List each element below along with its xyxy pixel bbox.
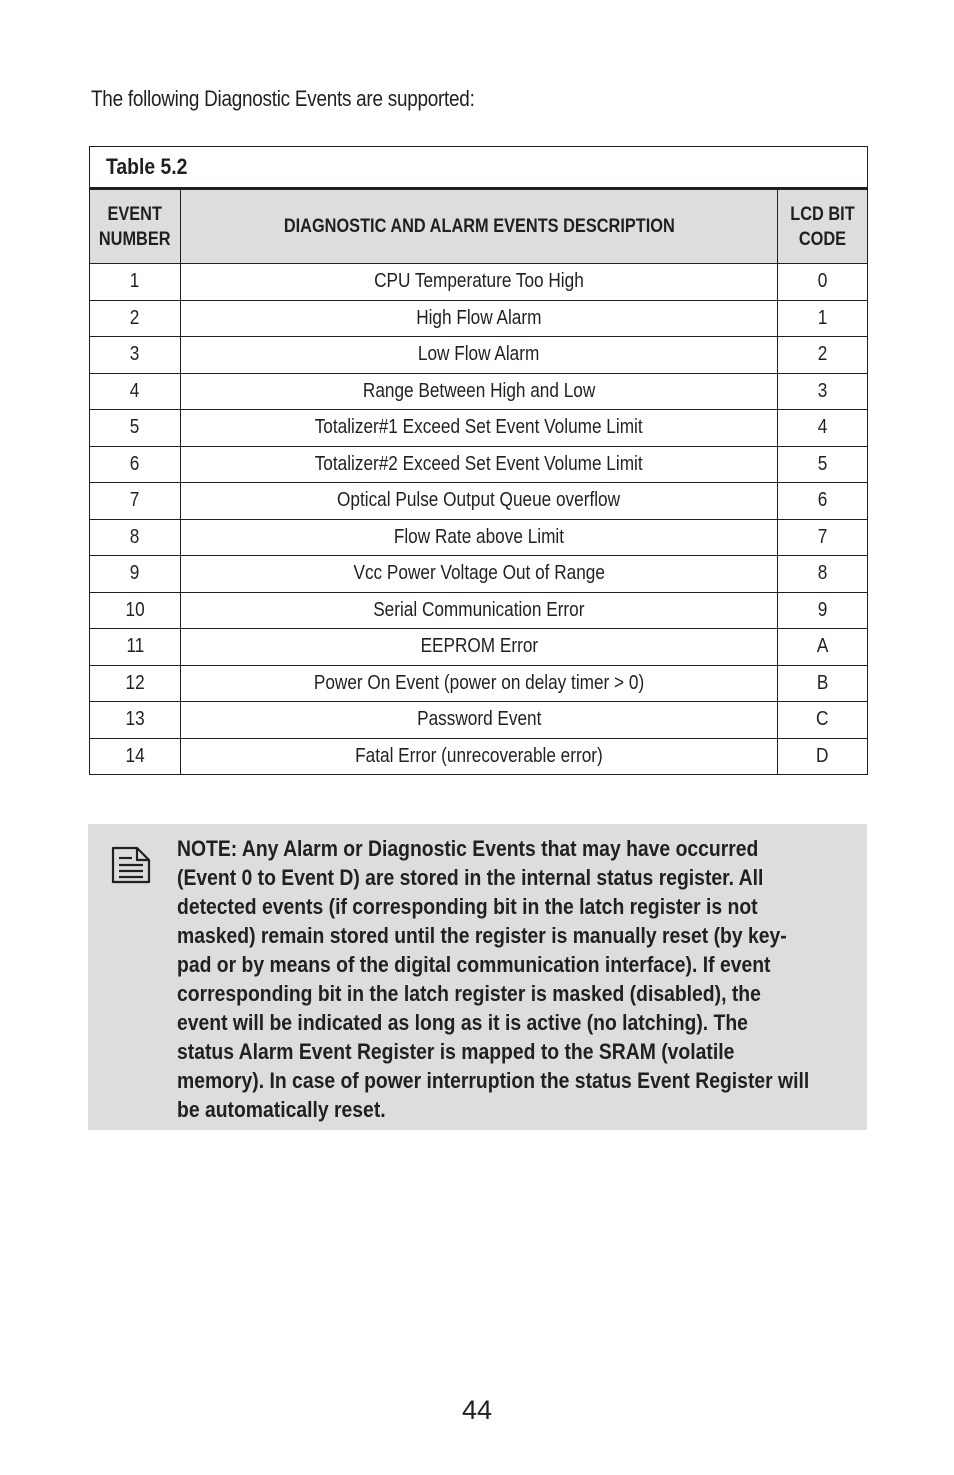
event-description-cell bbox=[181, 665, 778, 702]
event-description-cell-text: Password Event bbox=[416, 708, 542, 731]
event-description-cell-text: EEPROM Error bbox=[420, 635, 538, 658]
table-row bbox=[90, 519, 868, 556]
table-row bbox=[90, 665, 868, 702]
event-number-cell bbox=[90, 629, 181, 666]
lcd-bit-code-cell bbox=[778, 629, 868, 666]
event-description-cell-text: Power On Event (power on delay timer > 0) bbox=[313, 671, 645, 694]
event-description-cell bbox=[181, 373, 778, 410]
event-description-cell bbox=[181, 702, 778, 739]
lcd-bit-code-cell-text: 4 bbox=[817, 416, 828, 439]
event-number-cell-text: 4 bbox=[130, 379, 140, 402]
lcd-bit-code-cell bbox=[778, 665, 868, 702]
lcd-bit-code-cell bbox=[778, 702, 868, 739]
lcd-bit-code-cell-text: 7 bbox=[817, 525, 828, 548]
event-description-cell bbox=[181, 300, 778, 337]
lcd-bit-code-cell-text: 3 bbox=[817, 379, 828, 402]
event-number-cell-text: 10 bbox=[125, 598, 145, 621]
table-body bbox=[90, 264, 868, 775]
event-number-cell bbox=[90, 410, 181, 447]
event-description-cell-text: CPU Temperature Too High bbox=[374, 270, 584, 293]
lcd-bit-code-cell-text: 1 bbox=[817, 306, 828, 329]
table-row bbox=[90, 410, 868, 447]
event-description-cell bbox=[181, 483, 778, 520]
event-number-cell-text: 6 bbox=[130, 452, 140, 475]
event-number-cell bbox=[90, 337, 181, 374]
event-description-cell bbox=[181, 337, 778, 374]
event-number-cell bbox=[90, 592, 181, 629]
event-description-cell-text: Fatal Error (unrecoverable error) bbox=[355, 744, 603, 767]
note-text: NOTE: Any Alarm or Diagnostic Events that may have occurred (Event 0 to Event D) are stored in the internal status register. All detected events (if corresponding bit in the latch register is not masked) remain stored until the register is manually reset (by key- pad or by means of the digital communication interface). If event corresponding bit in the latch register is masked (disabled), the event will be indicated as long as it is active (no latching). The status Alarm Event Register is mapped to the SRAM (volatile memory). In case of power interruption the status Event Register will be automatically reset. bbox=[177, 836, 810, 1122]
lcd-bit-code-cell-text: B bbox=[816, 671, 829, 694]
lcd-bit-code-cell bbox=[778, 483, 868, 520]
lcd-bit-code-cell-text: 0 bbox=[817, 270, 828, 293]
table-row bbox=[90, 373, 868, 410]
note-box bbox=[88, 824, 867, 1130]
lcd-bit-code-cell bbox=[778, 264, 868, 301]
lcd-bit-code-cell-text: C bbox=[816, 708, 829, 731]
lcd-bit-code-cell-text: D bbox=[816, 744, 829, 767]
event-number-cell bbox=[90, 446, 181, 483]
event-number-cell bbox=[90, 556, 181, 593]
event-number-cell bbox=[90, 665, 181, 702]
event-number-cell-text: 5 bbox=[130, 416, 140, 439]
event-description-cell bbox=[181, 410, 778, 447]
lcd-bit-code-cell-text: A bbox=[816, 635, 829, 658]
event-description-cell-text: Totalizer#2 Exceed Set Event Volume Limit bbox=[315, 452, 643, 475]
lcd-bit-code-cell bbox=[778, 446, 868, 483]
header-lcd-bit-code bbox=[778, 189, 868, 264]
event-number-cell-text: 7 bbox=[130, 489, 140, 512]
table-row bbox=[90, 300, 868, 337]
event-number-cell bbox=[90, 373, 181, 410]
lcd-bit-code-cell-text: 9 bbox=[817, 598, 828, 621]
table-row bbox=[90, 556, 868, 593]
event-description-cell bbox=[181, 556, 778, 593]
event-number-cell bbox=[90, 738, 181, 775]
table-row bbox=[90, 483, 868, 520]
event-number-cell-text: 9 bbox=[130, 562, 140, 585]
table-row bbox=[90, 337, 868, 374]
table-row bbox=[90, 738, 868, 775]
lcd-bit-code-cell-text: 8 bbox=[817, 562, 828, 585]
page-number: 44 bbox=[461, 1395, 493, 1425]
event-number-cell bbox=[90, 264, 181, 301]
event-description-cell bbox=[181, 264, 778, 301]
header-description-text: DIAGNOSTIC AND ALARM EVENTS DESCRIPTION bbox=[283, 216, 675, 237]
lcd-bit-code-cell bbox=[778, 300, 868, 337]
event-number-cell-text: 12 bbox=[125, 671, 145, 694]
table-row bbox=[90, 264, 868, 301]
lcd-bit-code-cell bbox=[778, 738, 868, 775]
event-number-cell-text: 11 bbox=[126, 635, 144, 658]
header-description bbox=[181, 189, 778, 264]
event-description-cell bbox=[181, 629, 778, 666]
table-caption-text: Table 5.2 bbox=[106, 154, 188, 179]
event-description-cell bbox=[181, 446, 778, 483]
event-number-cell-text: 2 bbox=[130, 306, 140, 329]
header-event-number-text: EVENT NUMBER bbox=[99, 203, 171, 250]
header-event-number bbox=[90, 189, 181, 264]
event-description-cell-text: High Flow Alarm bbox=[416, 306, 542, 329]
event-number-cell bbox=[90, 702, 181, 739]
event-number-cell bbox=[90, 519, 181, 556]
lcd-bit-code-cell bbox=[778, 337, 868, 374]
event-description-cell-text: Low Flow Alarm bbox=[418, 343, 540, 366]
lcd-bit-code-cell-text: 5 bbox=[817, 452, 828, 475]
lcd-bit-code-cell bbox=[778, 592, 868, 629]
event-description-cell-text: Totalizer#1 Exceed Set Event Volume Limit bbox=[315, 416, 643, 439]
lcd-bit-code-cell bbox=[778, 519, 868, 556]
table-row bbox=[90, 446, 868, 483]
event-number-cell-text: 1 bbox=[130, 270, 140, 293]
table-row bbox=[90, 592, 868, 629]
table-header-row bbox=[90, 189, 868, 264]
lcd-bit-code-cell-text: 6 bbox=[817, 489, 828, 512]
event-number-cell bbox=[90, 300, 181, 337]
event-description-cell bbox=[181, 738, 778, 775]
note-document-icon bbox=[111, 845, 151, 885]
event-number-cell-text: 3 bbox=[130, 343, 140, 366]
event-number-cell-text: 8 bbox=[130, 525, 140, 548]
event-description-cell-text: Optical Pulse Output Queue overflow bbox=[337, 489, 621, 512]
lcd-bit-code-cell bbox=[778, 556, 868, 593]
lcd-bit-code-cell bbox=[778, 373, 868, 410]
event-description-cell-text: Vcc Power Voltage Out of Range bbox=[353, 562, 605, 585]
table-caption bbox=[90, 147, 868, 189]
lcd-bit-code-cell bbox=[778, 410, 868, 447]
header-lcd-bit-code-text: LCD BIT CODE bbox=[790, 203, 855, 250]
event-number-cell-text: 14 bbox=[125, 744, 145, 767]
event-description-cell bbox=[181, 592, 778, 629]
event-number-cell-text: 13 bbox=[125, 708, 145, 731]
event-description-cell-text: Serial Communication Error bbox=[373, 598, 585, 621]
diagnostic-events-table bbox=[89, 146, 868, 775]
event-description-cell-text: Flow Rate above Limit bbox=[393, 525, 565, 548]
event-number-cell bbox=[90, 483, 181, 520]
event-description-cell bbox=[181, 519, 778, 556]
intro-text: The following Diagnostic Events are supported: bbox=[91, 86, 475, 111]
table-row bbox=[90, 702, 868, 739]
table-row bbox=[90, 629, 868, 666]
lcd-bit-code-cell-text: 2 bbox=[817, 343, 828, 366]
event-description-cell-text: Range Between High and Low bbox=[362, 379, 596, 402]
